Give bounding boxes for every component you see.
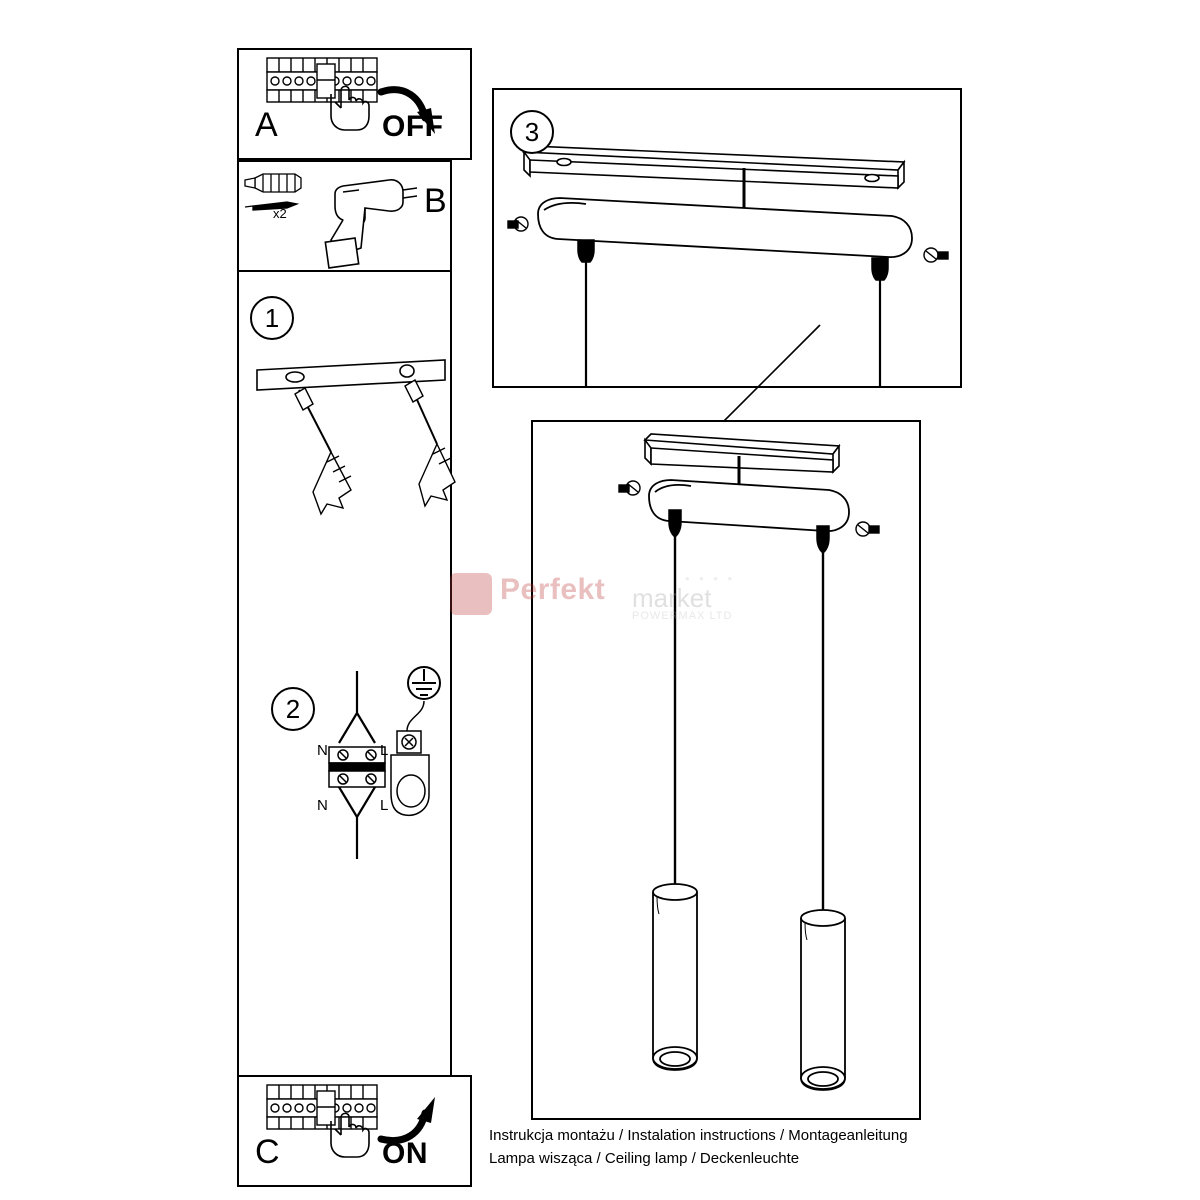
step-b-quantity-label: x2	[273, 206, 287, 221]
caption-line-2: Lampa wisząca / Ceiling lamp / Deckenleuchte	[489, 1149, 800, 1167]
step-3-number: 3	[510, 110, 554, 154]
cylinder-shade-icon	[653, 884, 697, 1070]
step-b-panel	[237, 160, 452, 272]
step-c-letter: C	[255, 1133, 280, 1171]
watermark-sub: market	[632, 583, 712, 613]
step-a-action-label: OFF	[382, 110, 444, 143]
screw-icon	[619, 481, 640, 495]
screw-with-plug-icon	[295, 388, 351, 514]
terminal-label-n-top: N	[317, 742, 328, 759]
step-a-panel	[237, 48, 472, 160]
caption-line-1: Instrukcja montażu / Instalation instructions / Montageanleitung	[489, 1127, 908, 1144]
terminal-block-icon	[329, 747, 385, 787]
step-b-illustration	[239, 162, 450, 270]
caption	[489, 1125, 1089, 1170]
screw-icon	[924, 248, 948, 262]
step-c-action-label: ON	[382, 1137, 428, 1170]
lamp-holder-icon	[391, 701, 429, 815]
wall-plug-icon	[245, 174, 301, 192]
steps-1-2-panel	[237, 272, 452, 1120]
circuit-breaker-icon	[267, 58, 377, 102]
terminal-label-l-top: L	[380, 742, 389, 759]
earth-ground-icon	[408, 667, 440, 699]
assembled-lamp-panel	[531, 420, 921, 1120]
suspension-cable-icon	[669, 510, 829, 914]
step-1-number: 1	[250, 296, 294, 340]
screw-icon	[856, 522, 879, 536]
step-c-panel	[237, 1075, 472, 1187]
watermark-brand: Perfekt	[500, 573, 606, 606]
curved-arrow-up-icon	[381, 1097, 435, 1141]
watermark-logo-icon	[450, 573, 492, 615]
screw-icon	[245, 202, 297, 210]
circuit-breaker-icon	[267, 1085, 377, 1129]
screw-with-plug-icon	[405, 380, 455, 506]
terminal-label-n-bottom: N	[317, 797, 328, 814]
power-drill-icon	[325, 180, 417, 268]
step-2-number: 2	[271, 687, 315, 731]
step-a-letter: A	[255, 106, 278, 144]
watermark-tagline: POWERMAX LTD	[632, 610, 733, 622]
step-2-illustration	[239, 667, 450, 897]
terminal-label-l-bottom: L	[380, 797, 389, 814]
screw-icon	[508, 217, 528, 231]
watermark-dots: • • • •	[685, 571, 736, 586]
step-1-illustration	[239, 332, 450, 632]
assembled-pendant-lamp-diagram	[533, 422, 919, 1118]
cylinder-shade-icon	[801, 910, 845, 1090]
step-b-letter: B	[424, 182, 447, 220]
